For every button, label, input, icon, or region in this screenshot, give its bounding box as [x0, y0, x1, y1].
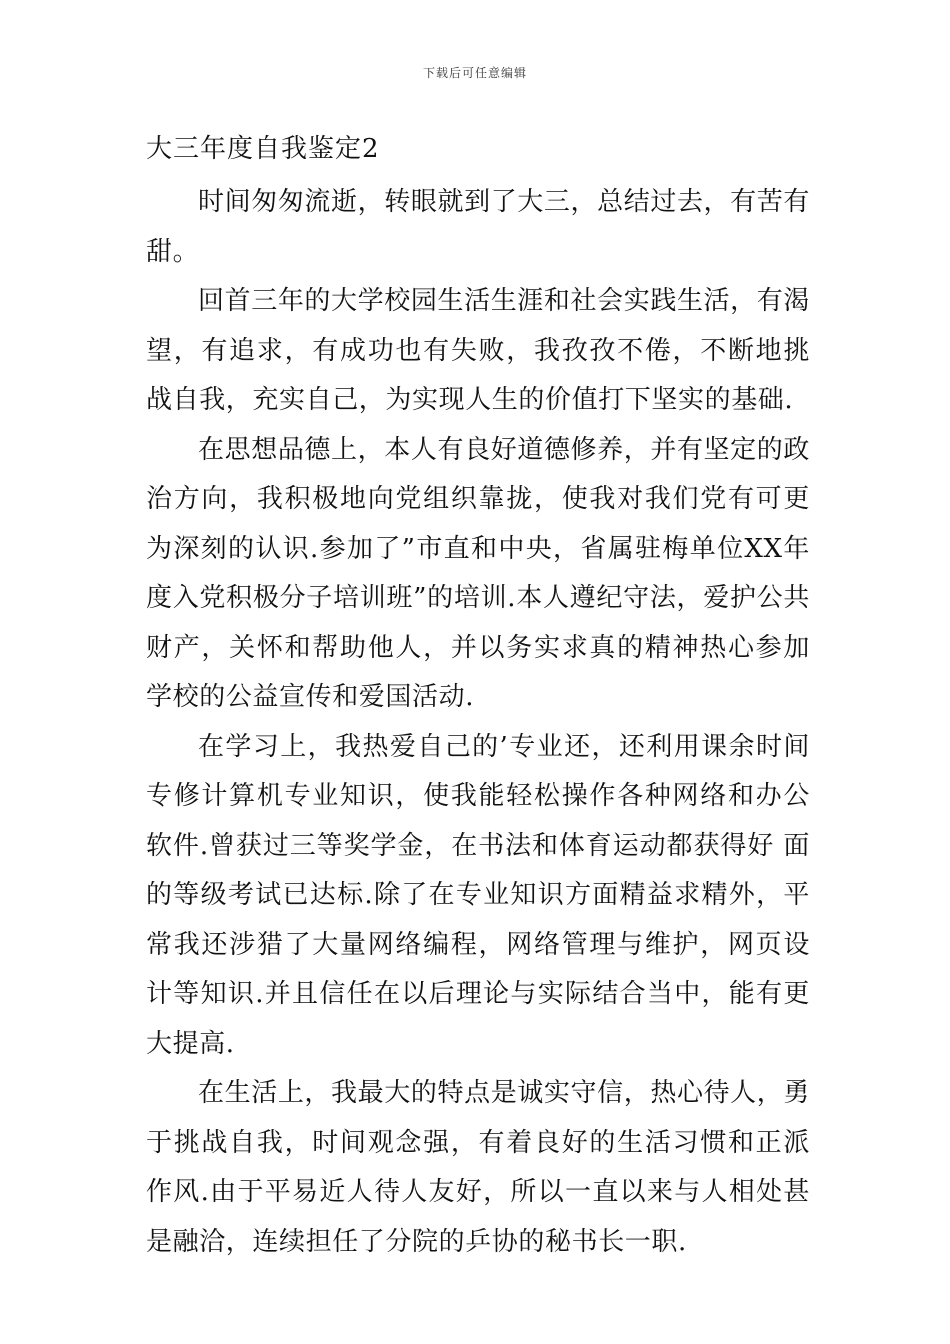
page-header: 下载后可任意编辑	[422, 66, 527, 80]
document-title: 大三年度自我鉴定2	[146, 134, 380, 164]
document-body	[146, 128, 810, 1267]
paragraph-4: 在学习上，我热爱自己的’专业还，还利用课余时间专修计算机专业知识，使我能轻松操作各种网络和办公软件.曾获过三等奖学金，在书法和体育运动都获得好 面的等级考试已达标.除了在专业知识方面精益求精外，平常我还涉猎了大量网络编程，网络管理与维护，网页设计等知识.并且信任在以后理论与实际结合当中，能有更大提高.	[146, 731, 810, 1059]
paragraph-1: 时间匆匆流逝，转眼就到了大三，总结过去，有苦有甜。	[146, 187, 810, 267]
paragraph-2: 回首三年的大学校园生活生涯和社会实践生活，有渴望，有追求，有成功也有失败，我孜孜不倦，不断地挑战自我，充实自己，为实现人生的价值打下坚实的基础.	[146, 286, 810, 415]
paragraph-5: 在生活上，我最大的特点是诚实守信，热心待人，勇于挑战自我，时间观念强，有着良好的生活习惯和正派作风.由于平易近人待人友好，所以一直以来与人相处甚是融洽，连续担任了分院的乒协的秘书长一职.	[146, 1078, 810, 1257]
paragraph-3: 在思想品德上，本人有良好道德修养，并有坚定的政治方向，我积极地向党组织靠拢，使我对我们党有可更为深刻的认识.参加了”市直和中央，省属驻梅单位XX年度入党积极分子培训班”的培训.本人遵纪守法，爱护公共财产，关怀和帮助他人，并以务实求真的精神热心参加学校的公益宣传和爱国活动.	[146, 434, 810, 712]
